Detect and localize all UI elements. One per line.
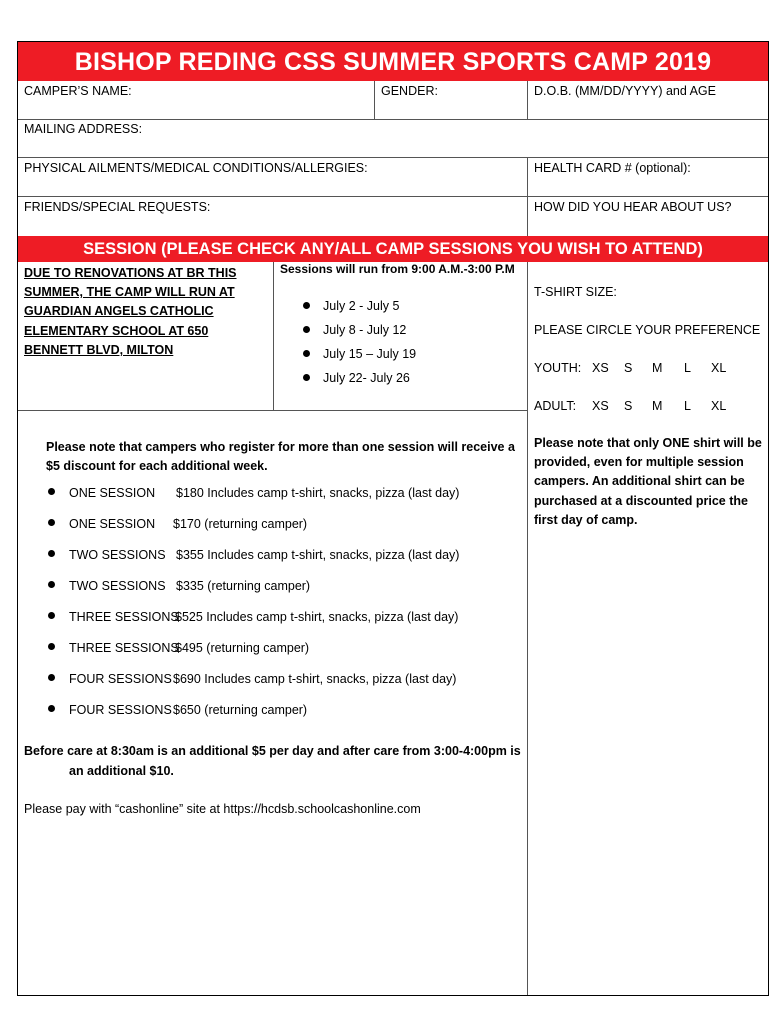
option-name: ONE SESSION [69,486,156,500]
bullet-icon [48,488,55,495]
bullet-icon [303,302,310,309]
discount-note: Please note that campers who register for more than one session will receive a $5 discount for each additional week. [46,440,515,473]
session-option[interactable] [303,296,416,320]
session-date: July 8 - July 12 [323,323,407,337]
camper-name-field[interactable]: CAMPER’S NAME: [24,84,132,98]
medical-conditions-field[interactable]: PHYSICAL AILMENTS/MEDICAL CONDITIONS/ALLERGIES: [24,161,368,175]
bullet-icon [48,581,55,588]
bullet-icon [48,705,55,712]
registration-form [17,41,769,996]
adult-size-xs[interactable]: XS [592,399,609,413]
option-desc: $650 (returning camper) [173,703,308,717]
divider [18,196,768,197]
divider [527,262,528,995]
option-name: FOUR SESSIONS [69,672,172,686]
youth-size-l[interactable]: L [684,361,691,375]
circle-preference-label: PLEASE CIRCLE YOUR PREFERENCE [534,323,761,337]
option-desc: $690 Includes camp t-shirt, snacks, pizza (last day) [173,672,457,686]
option-name: TWO SESSIONS [69,548,166,562]
bullet-icon [303,350,310,357]
youth-size-xs[interactable]: XS [592,361,609,375]
adult-size-s[interactable]: S [624,399,633,413]
option-desc: $180 Includes camp t-shirt, snacks, pizza (last day) [176,486,460,500]
divider [374,81,375,119]
session-date: July 22- July 26 [323,371,410,385]
session-option[interactable] [303,320,416,344]
health-card-field[interactable]: HEALTH CARD # (optional): [534,161,691,175]
session-option[interactable] [303,368,416,392]
bullet-icon [303,326,310,333]
session-date: July 2 - July 5 [323,299,400,313]
friends-requests-field[interactable]: FRIENDS/SPECIAL REQUESTS: [24,200,211,214]
session-date: July 15 – July 19 [323,347,417,361]
care-line-2: an additional $10. [69,763,174,778]
youth-size-xl[interactable]: XL [711,361,727,375]
divider [18,157,768,158]
bullet-icon [303,374,310,381]
care-note [24,742,524,781]
form-title: BISHOP REDING CSS SUMMER SPORTS CAMP 2019 [18,42,768,81]
option-desc: $495 (returning camper) [175,641,310,655]
dob-age-field[interactable]: D.O.B. (MM/DD/YYYY) and AGE [534,84,716,98]
session-dates-list [303,296,416,392]
payment-note: Please pay with “cashonline” site at https://hcdsb.schoolcashonline.com [24,802,421,816]
renovations-note: DUE TO RENOVATIONS AT BR THIS SUMMER, THE CAMP WILL RUN AT GUARDIAN ANGELS CATHOLIC ELEMENTARY SCHOOL AT 650 BENNETT BLVD, MILTON [24,266,237,357]
option-desc: $355 Includes camp t-shirt, snacks, pizza (last day) [176,548,460,562]
adult-label: ADULT: [534,399,577,413]
option-name: THREE SESSIONS [69,641,179,655]
hear-about-us-field[interactable]: HOW DID YOU HEAR ABOUT US? [534,200,732,214]
bullet-icon [48,519,55,526]
option-desc: $335 (returning camper) [176,579,311,593]
divider [18,410,527,411]
bullet-icon [48,612,55,619]
bullet-icon [48,674,55,681]
tshirt-size-label: T-SHIRT SIZE: [534,285,617,299]
gender-field[interactable]: GENDER: [381,84,438,98]
youth-size-m[interactable]: M [652,361,663,375]
option-name: TWO SESSIONS [69,579,166,593]
youth-size-s[interactable]: S [624,361,633,375]
option-name: FOUR SESSIONS [69,703,172,717]
option-desc: $170 (returning camper) [173,517,308,531]
option-name: THREE SESSIONS [69,610,179,624]
shirt-note: Please note that only ONE shirt will be provided, even for multiple session campers. An additional shirt can be purchased at a discounted price the first day of camp. [534,436,762,527]
adult-size-l[interactable]: L [684,399,691,413]
youth-label: YOUTH: [534,361,582,375]
session-option[interactable] [303,344,416,368]
divider [273,262,274,410]
session-header: SESSION (PLEASE CHECK ANY/ALL CAMP SESSIONS YOU WISH TO ATTEND) [18,236,768,262]
mailing-address-field[interactable]: MAILING ADDRESS: [24,122,143,136]
divider [527,81,528,119]
care-line-1: Before care at 8:30am is an additional $5 per day and after care from 3:00-4:00pm is [24,744,521,758]
adult-size-xl[interactable]: XL [711,399,727,413]
adult-size-m[interactable]: M [652,399,663,413]
bullet-icon [48,643,55,650]
option-desc: $525 Includes camp t-shirt, snacks, pizza (last day) [175,610,459,624]
option-name: ONE SESSION [69,517,156,531]
divider [18,119,768,120]
bullet-icon [48,550,55,557]
session-hours: Sessions will run from 9:00 A.M.-3:00 P.M [280,262,515,276]
